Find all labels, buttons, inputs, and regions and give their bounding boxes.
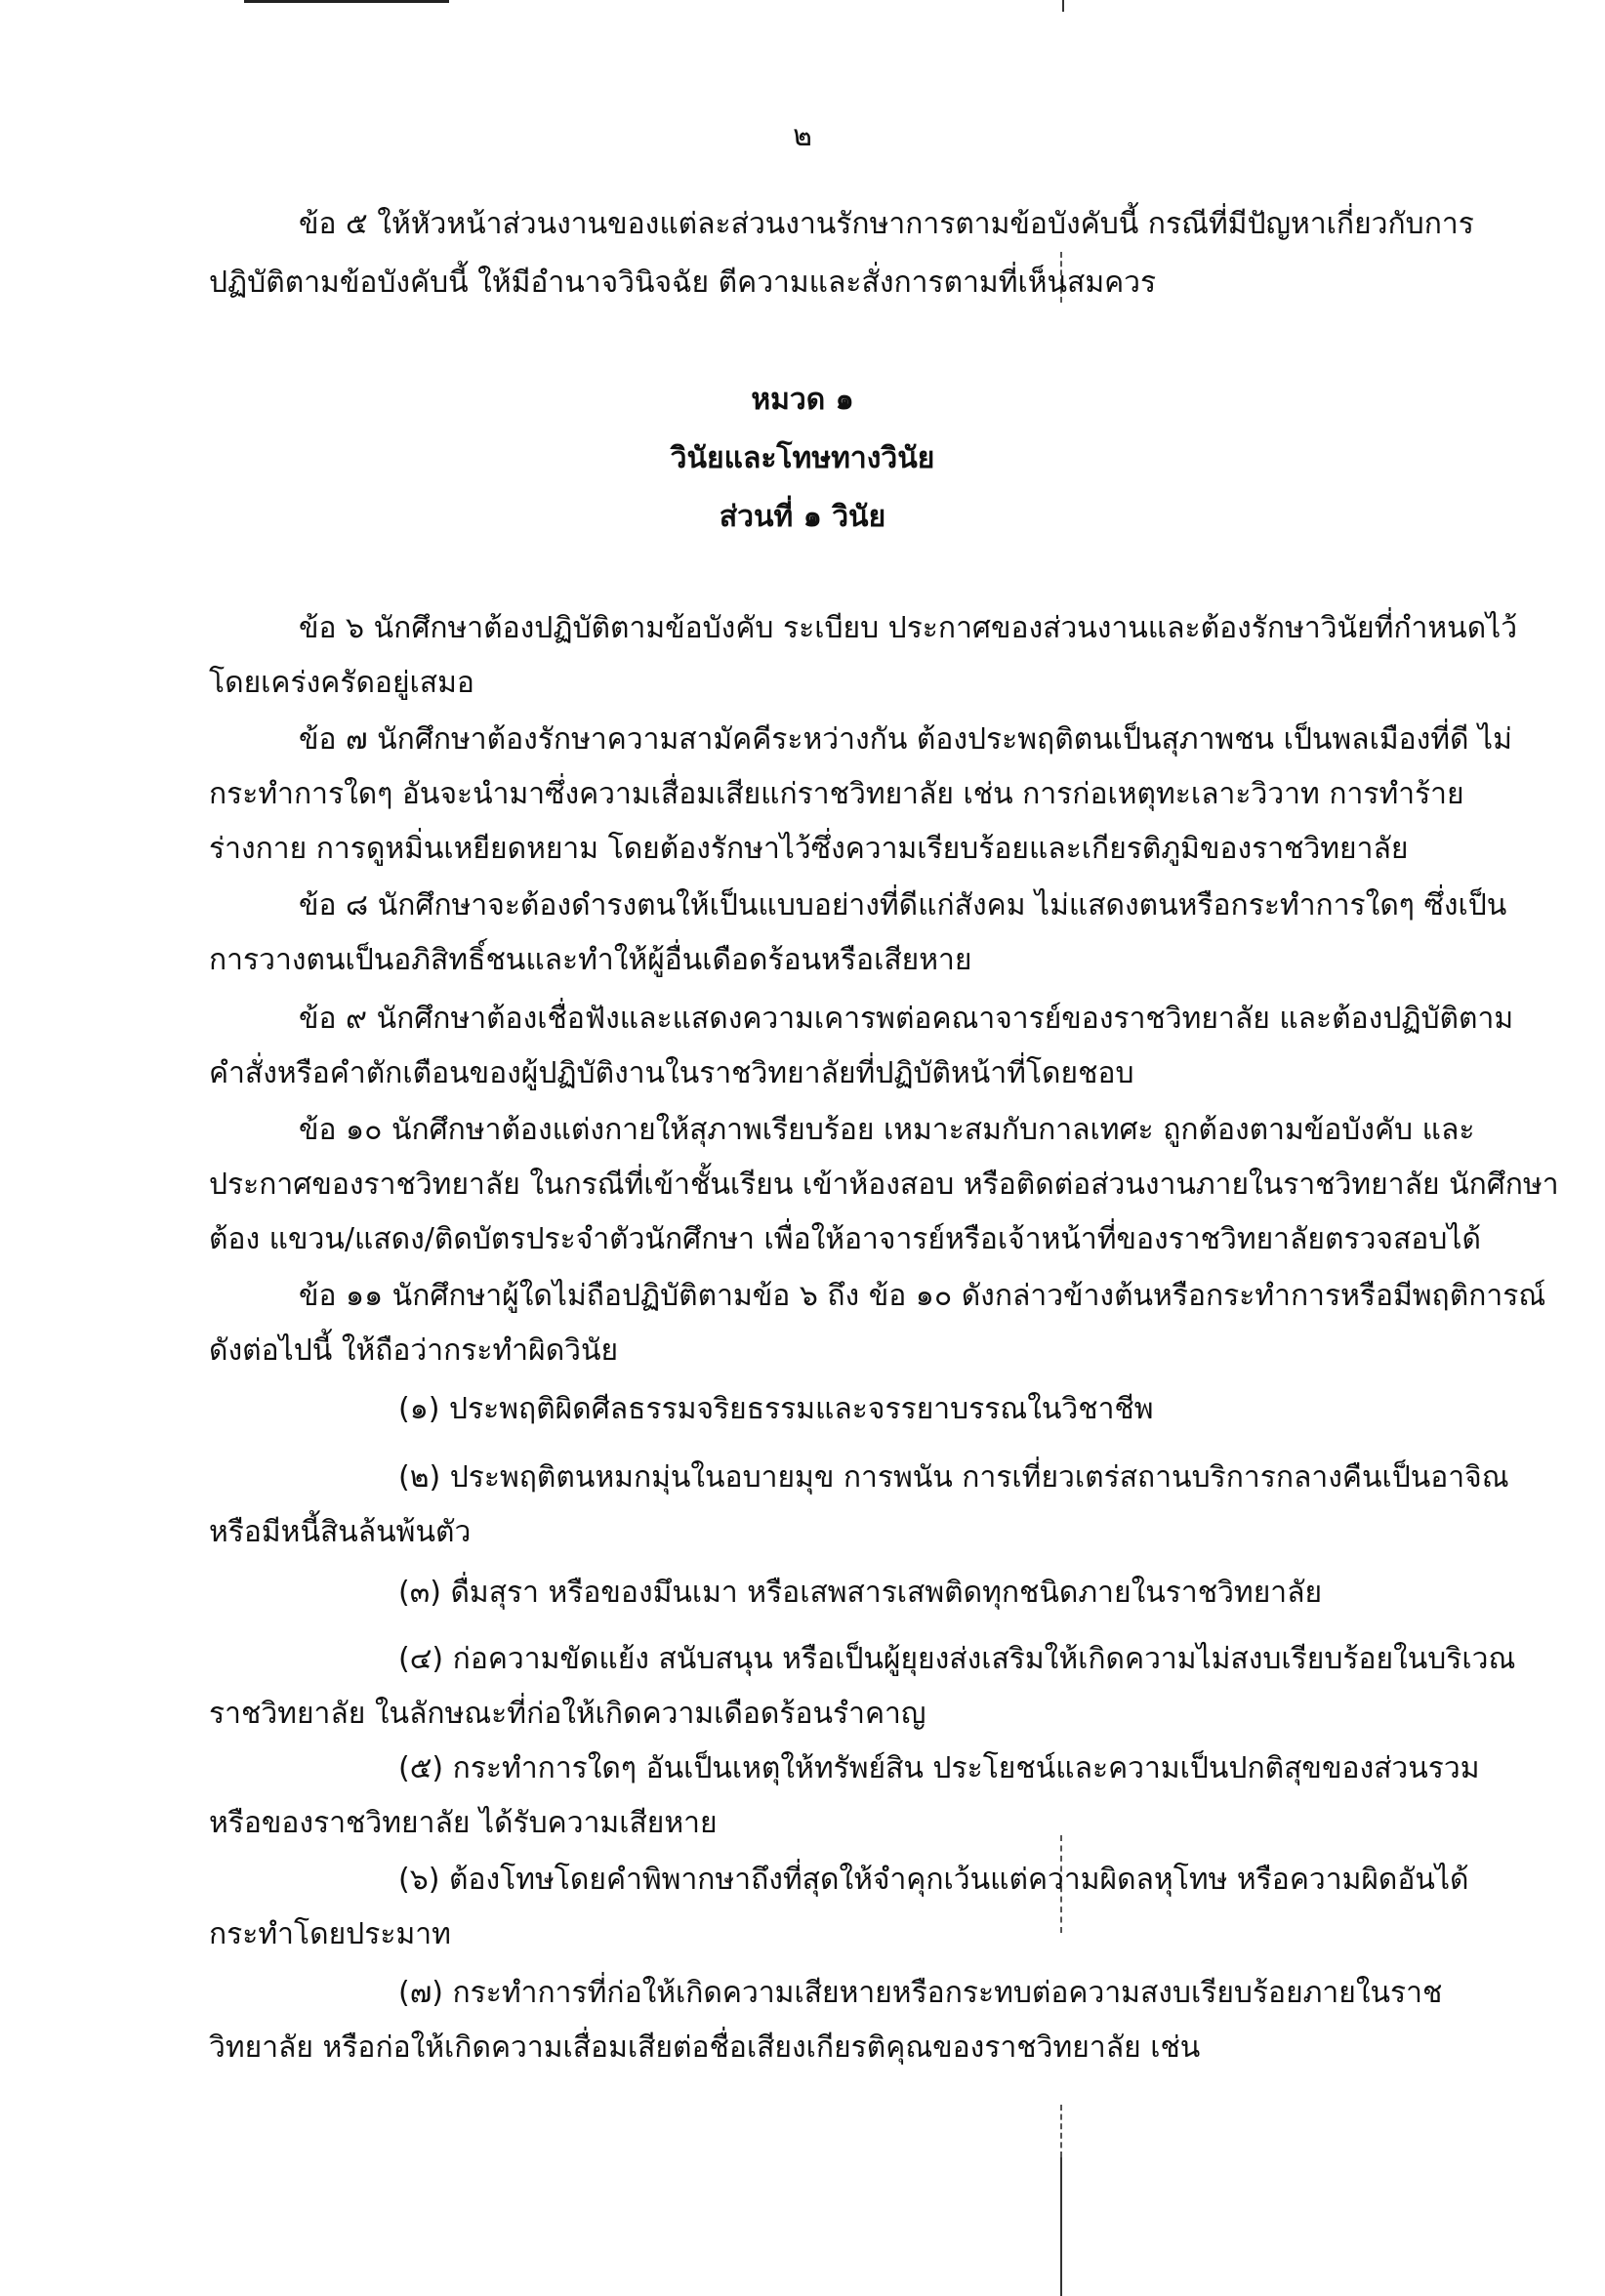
item-line: (๖) ต้องโทษโดยคำพิพากษาถึงที่สุดให้จำคุกเว้นแต่ความผิดลหุโทษ หรือความผิดอันได้ [398,1863,1469,1897]
clause-line: คำสั่งหรือคำตักเตือนของผู้ปฏิบัติงานในราชวิทยาลัยที่ปฏิบัติหน้าที่โดยชอบ [209,1056,1134,1090]
chapter-heading: หมวด ๑ [751,383,854,417]
clause-line: ข้อ ๙ นักศึกษาต้องเชื่อฟังและแสดงความเคารพต่อคณาจารย์ของราชวิทยาลัย และต้องปฏิบัติตาม [299,1002,1514,1036]
clause-line: ดังต่อไปนี้ ให้ถือว่ากระทำผิดวินัย [209,1333,619,1368]
scan-edge-mark [244,0,449,3]
clause-line: โดยเคร่งครัดอยู่เสมอ [209,666,474,700]
item-line: หรือมีหนี้สินล้นพ้นตัว [209,1515,472,1549]
clause-line: กระทำการใดๆ อันจะนำมาซึ่งความเสื่อมเสียแก่ราชวิทยาลัย เช่น การก่อเหตุทะเลาะวิวาท การทำร้าย [209,777,1464,811]
fold-line-solid [1060,2157,1062,2296]
item-line: หรือของราชวิทยาลัย ได้รับความเสียหาย [209,1806,718,1840]
clause-line: ประกาศของราชวิทยาลัย ในกรณีที่เข้าชั้นเรียน เข้าห้องสอบ หรือติดต่อส่วนงานภายในราชวิทยาลัย นักศึกษา [209,1168,1559,1202]
clause-line: การวางตนเป็นอภิสิทธิ์ชนและทำให้ผู้อื่นเดือดร้อนหรือเสียหาย [209,943,972,977]
item-line: (๑) ประพฤติผิดศีลธรรมจริยธรรมและจรรยาบรรณในวิชาชีพ [398,1392,1154,1426]
clause-line: ข้อ ๕ ให้หัวหน้าส่วนงานของแต่ละส่วนงานรักษาการตามข้อบังคับนี้ กรณีที่มีปัญหาเกี่ยวกับการ [299,207,1474,241]
clause-line: ข้อ ๘ นักศึกษาจะต้องดำรงตนให้เป็นแบบอย่างที่ดีแก่สังคม ไม่แสดงตนหรือกระทำการใดๆ ซึ่งเป็น [299,888,1507,922]
page-number: ๒ [793,119,812,153]
item-line: (๓) ดื่มสุรา หรือของมึนเมา หรือเสพสารเสพติดทุกชนิดภายในราชวิทยาลัย [398,1576,1323,1610]
part-heading: ส่วนที่ ๑ วินัย [719,500,886,534]
clause-line: ข้อ ๗ นักศึกษาต้องรักษาความสามัคคีระหว่างกัน ต้องประพฤติตนเป็นสุภาพชน เป็นพลเมืองที่ดี ไม่ [299,722,1512,757]
clause-line: ข้อ ๑๐ นักศึกษาต้องแต่งกายให้สุภาพเรียบร้อย เหมาะสมกับกาลเทศะ ถูกต้องตามข้อบังคับ และ [299,1113,1475,1147]
scan-edge-tick [1062,0,1064,12]
clause-line: ข้อ ๑๑ นักศึกษาผู้ใดไม่ถือปฏิบัติตามข้อ ๖ ถึง ข้อ ๑๐ ดังกล่าวข้างต้นหรือกระทำการหรือมีพฤติการณ์ [299,1279,1546,1313]
item-line: วิทยาลัย หรือก่อให้เกิดความเสื่อมเสียต่อชื่อเสียงเกียรติคุณของราชวิทยาลัย เช่น [209,2030,1201,2065]
clause-line: ร่างกาย การดูหมิ่นเหยียดหยาม โดยต้องรักษาไว้ซึ่งความเรียบร้อยและเกียรติภูมิของราชวิทยาลัย [209,832,1409,866]
item-line: (๗) กระทำการที่ก่อให้เกิดความเสียหายหรือกระทบต่อความสงบเรียบร้อยภายในราช [398,1976,1443,2010]
fold-line-dashed [1060,2105,1062,2157]
item-line: กระทำโดยประมาท [209,1917,451,1951]
item-line: (๔) ก่อความขัดแย้ง สนับสนุน หรือเป็นผู้ยุยงส่งเสริมให้เกิดความไม่สงบเรียบร้อยในบริเวณ [398,1642,1516,1676]
clause-line: ข้อ ๖ นักศึกษาต้องปฏิบัติตามข้อบังคับ ระเบียบ ประกาศของส่วนงานและต้องรักษาวินัยที่กำหนดไว้ [299,611,1518,645]
chapter-title: วินัยและโทษทางวินัย [670,441,935,475]
clause-line: ปฏิบัติตามข้อบังคับนี้ ให้มีอำนาจวินิจฉัย ตีความและสั่งการตามที่เห็นสมควร [209,266,1157,300]
item-line: (๕) กระทำการใดๆ อันเป็นเหตุให้ทรัพย์สิน ประโยชน์และความเป็นปกติสุขของส่วนรวม [398,1751,1480,1785]
clause-line: ต้อง แขวน/แสดง/ติดบัตรประจำตัวนักศึกษา เพื่อให้อาจารย์หรือเจ้าหน้าที่ของราชวิทยาลัยตรวจสอบได้ [209,1222,1481,1256]
item-line: (๒) ประพฤติตนหมกมุ่นในอบายมุข การพนัน การเที่ยวเตร่สถานบริการกลางคืนเป็นอาจิณ [398,1460,1509,1495]
item-line: ราชวิทยาลัย ในลักษณะที่ก่อให้เกิดความเดือดร้อนรำคาญ [209,1697,926,1731]
